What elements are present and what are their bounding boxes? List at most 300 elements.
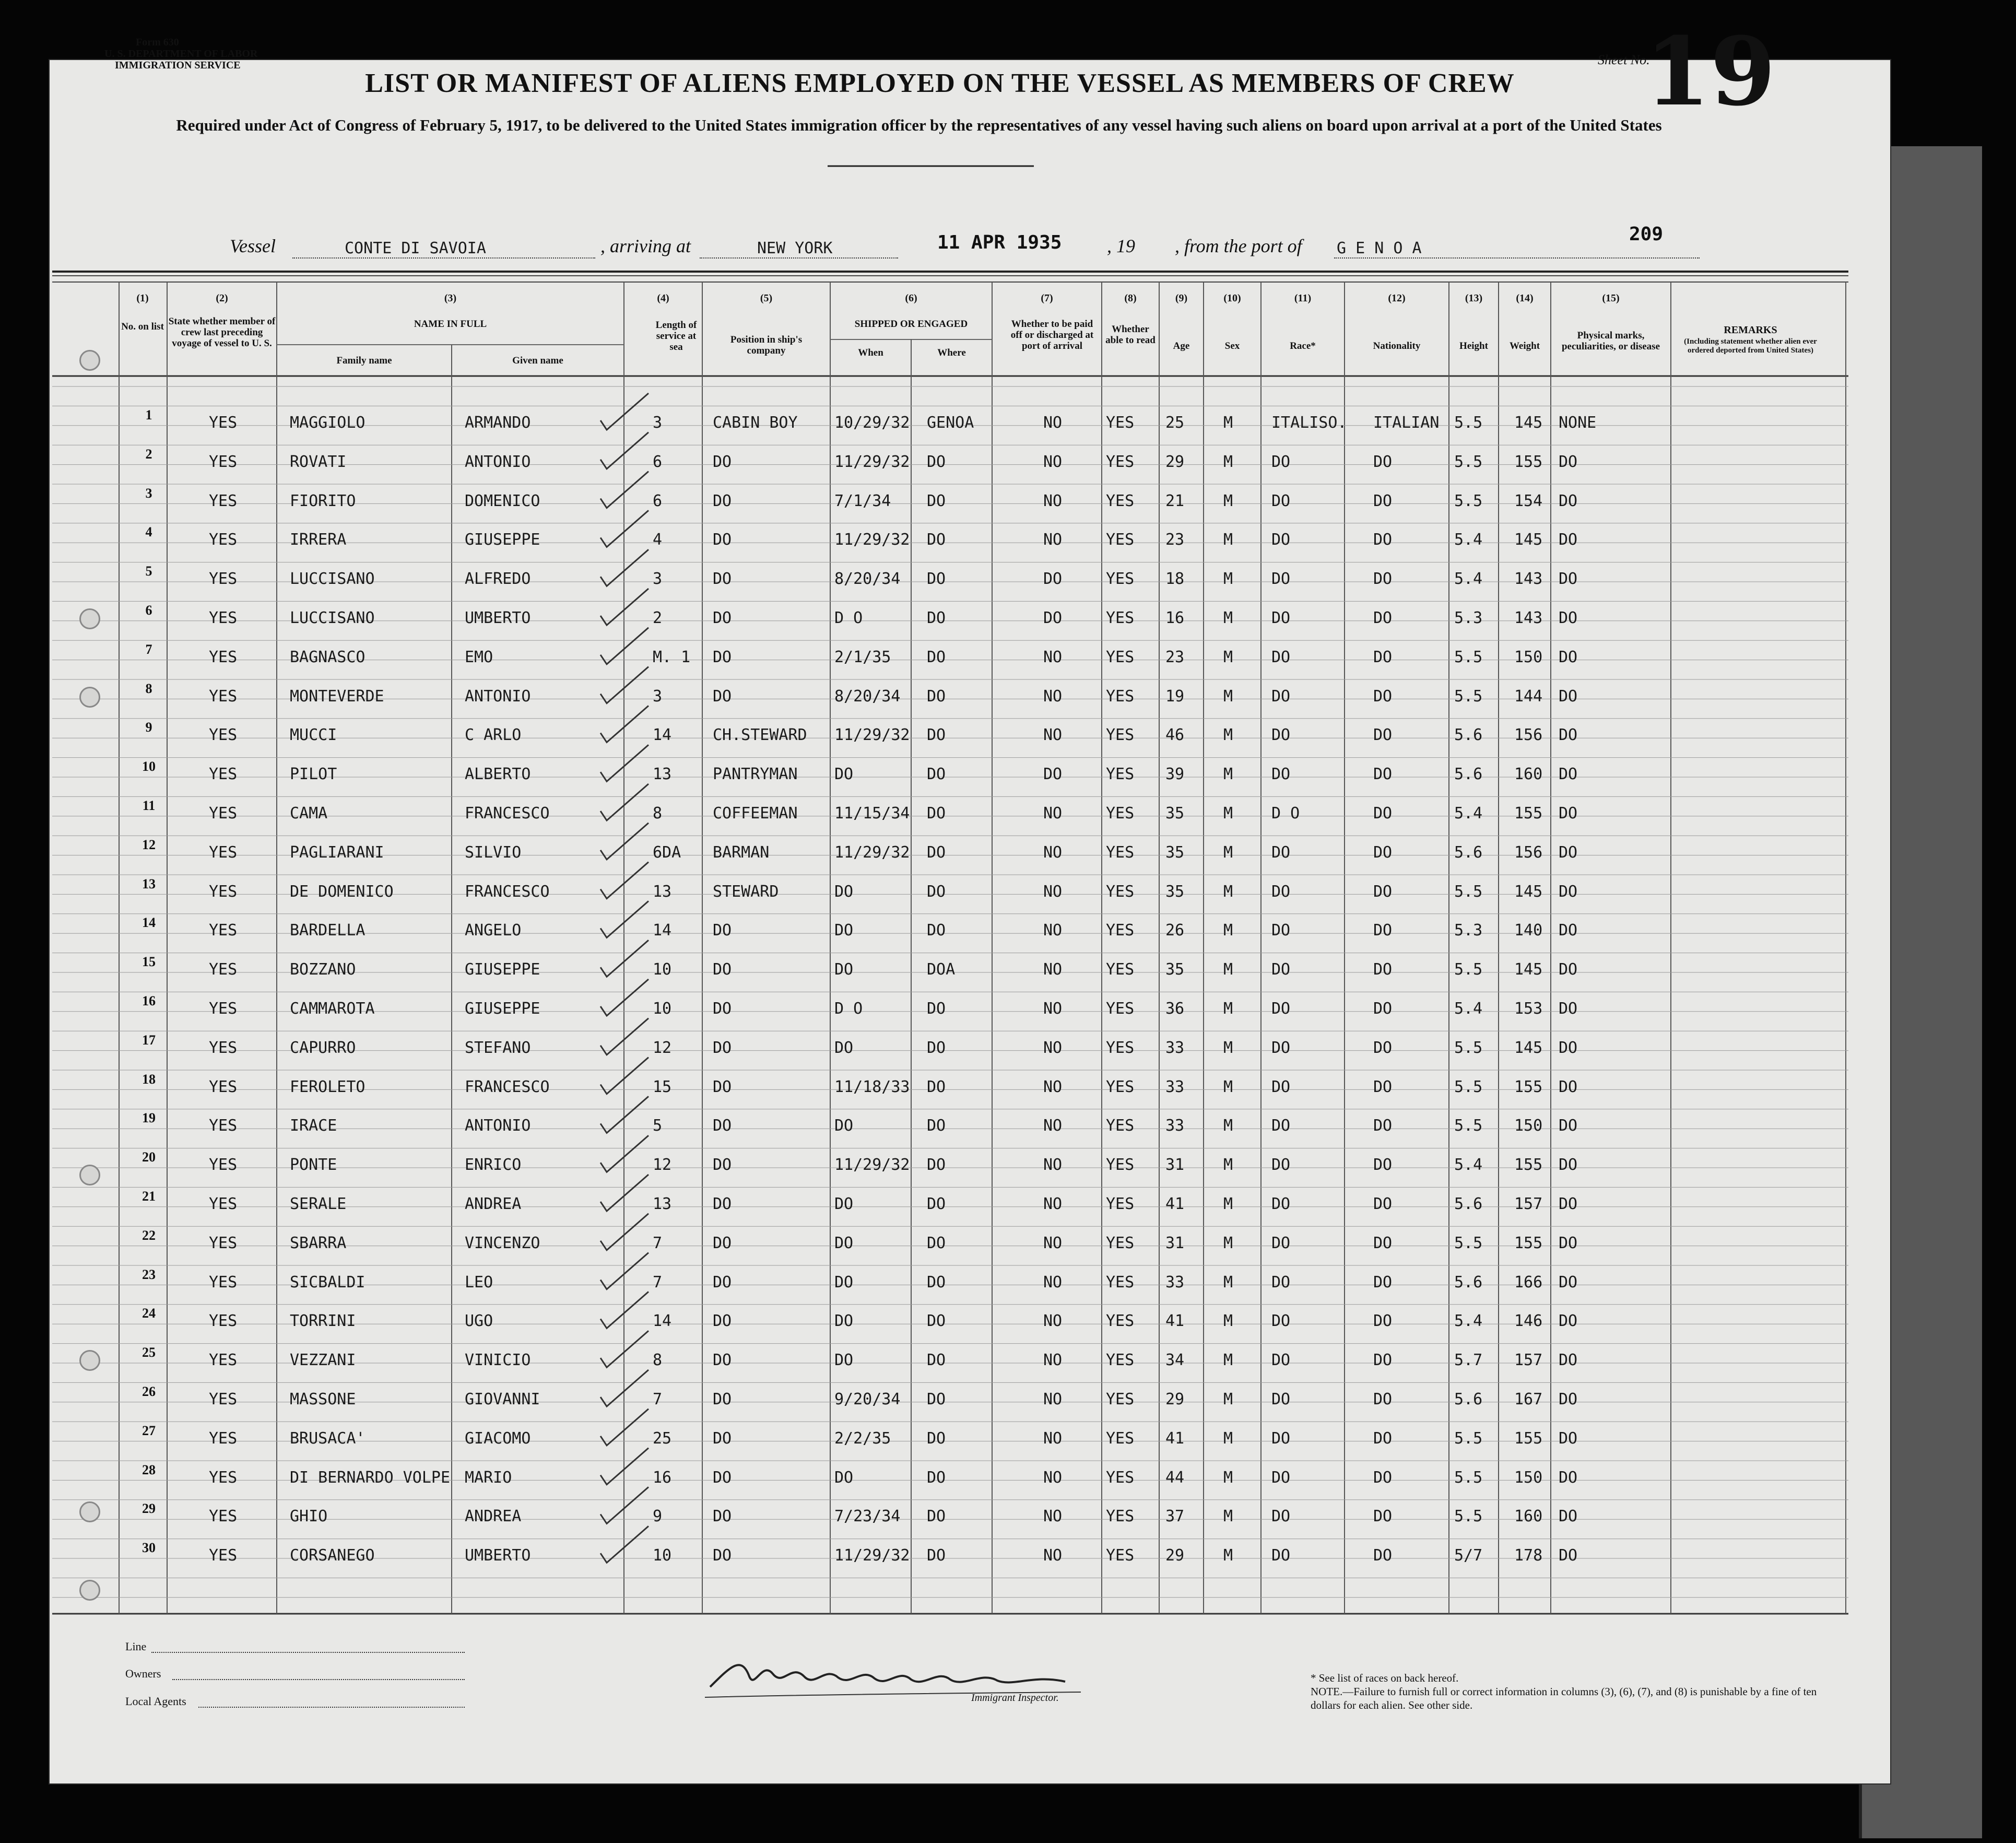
service-length-cell: 25: [653, 1429, 672, 1448]
col9-number: (9): [1175, 292, 1188, 304]
service-length-cell: 7: [653, 1234, 663, 1252]
race-cell: DO: [1271, 1117, 1291, 1135]
row-number: 15: [142, 954, 156, 970]
shipped-when-cell: 11/29/32: [834, 452, 910, 471]
age-cell: 41: [1165, 1312, 1185, 1331]
race-cell: DO: [1271, 531, 1291, 549]
weight-cell: 156: [1514, 726, 1543, 745]
shipped-where-cell: DO: [927, 1156, 946, 1175]
age-cell: 18: [1165, 570, 1185, 589]
paid-off-cell: NO: [1043, 804, 1063, 823]
height-cell: 5.6: [1454, 1390, 1483, 1408]
punch-hole: [79, 1580, 100, 1601]
service-length-cell: 4: [653, 531, 663, 549]
able-to-read-cell: YES: [1106, 1312, 1135, 1331]
shipped-where-cell: DO: [927, 452, 946, 471]
shipped-where-cell: DO: [927, 1117, 946, 1135]
height-cell: 5.5: [1454, 1507, 1483, 1526]
paid-off-cell: NO: [1043, 1468, 1063, 1487]
prev-voyage-cell: YES: [209, 687, 238, 706]
family-name-cell: CORSANEGO: [290, 1546, 375, 1565]
position-cell: DO: [713, 960, 732, 979]
able-to-read-cell: YES: [1106, 1546, 1135, 1565]
weight-cell: 160: [1514, 1507, 1543, 1526]
weight-cell: 143: [1514, 570, 1543, 589]
service-length-cell: 3: [653, 414, 663, 432]
able-to-read-cell: YES: [1106, 960, 1135, 979]
family-name-cell: SBARRA: [290, 1234, 347, 1252]
col14-number: (14): [1516, 292, 1534, 304]
able-to-read-cell: YES: [1106, 804, 1135, 823]
paid-off-cell: DO: [1043, 765, 1063, 784]
col8-header: Whether able to read: [1105, 324, 1156, 346]
height-cell: 5.4: [1454, 804, 1483, 823]
able-to-read-cell: YES: [1106, 765, 1135, 784]
family-name-cell: LUCCISANO: [290, 570, 375, 589]
page-subtitle: Required under Act of Congress of February 5, 1917, to be delivered to the United States immigration officer by the representatives of any vessel having such aliens on board upon arrival at a port of the United States: [176, 116, 1662, 134]
race-cell: DO: [1271, 1507, 1291, 1526]
row-number: 7: [145, 641, 152, 657]
row-number: 27: [142, 1423, 156, 1438]
prev-voyage-cell: YES: [209, 765, 238, 784]
height-cell: 5.4: [1454, 531, 1483, 549]
col11-header: Race*: [1290, 341, 1316, 351]
sex-cell: M: [1223, 843, 1233, 862]
shipped-where-cell: DO: [927, 609, 946, 627]
paid-off-cell: NO: [1043, 1077, 1063, 1096]
age-cell: 35: [1165, 882, 1185, 901]
given-name-cell: FRANCESCO: [465, 1077, 550, 1096]
service-length-cell: 12: [653, 1156, 672, 1175]
paid-off-cell: NO: [1043, 921, 1063, 940]
nationality-cell: DO: [1373, 1390, 1393, 1408]
line-field: [151, 1651, 465, 1653]
nationality-cell: DO: [1373, 531, 1393, 549]
shipped-where-cell: DO: [927, 1468, 946, 1487]
family-name-cell: MONTEVERDE: [290, 687, 384, 706]
physical-marks-cell: DO: [1559, 570, 1578, 589]
col1-header: No. on list: [121, 321, 164, 332]
shipped-when-cell: 7/1/34: [834, 491, 891, 510]
sex-cell: M: [1223, 726, 1233, 745]
weight-cell: 143: [1514, 609, 1543, 627]
family-name-cell: IRRERA: [290, 531, 347, 549]
shipped-where-cell: DO: [927, 648, 946, 666]
position-cell: DO: [713, 452, 732, 471]
nationality-cell: DO: [1373, 921, 1393, 940]
row-number: 1: [145, 407, 152, 422]
shipped-where-cell: DO: [927, 531, 946, 549]
prev-voyage-cell: YES: [209, 1156, 238, 1175]
col10-number: (10): [1223, 292, 1241, 304]
sex-cell: M: [1223, 1195, 1233, 1213]
age-cell: 35: [1165, 960, 1185, 979]
sex-cell: M: [1223, 1351, 1233, 1370]
vessel-name: CONTE DI SAVOIA: [345, 239, 486, 257]
family-name-cell: VEZZANI: [290, 1351, 356, 1370]
from-port-label: , from the port of: [1175, 236, 1302, 256]
height-cell: 5.5: [1454, 648, 1483, 666]
prev-voyage-cell: YES: [209, 1507, 238, 1526]
sex-cell: M: [1223, 491, 1233, 510]
race-cell: DO: [1271, 726, 1291, 745]
age-cell: 16: [1165, 609, 1185, 627]
prev-voyage-cell: YES: [209, 531, 238, 549]
nationality-cell: DO: [1373, 1546, 1393, 1565]
physical-marks-cell: DO: [1559, 1077, 1578, 1096]
vessel-label: Vessel: [230, 236, 276, 256]
year-label: , 19: [1107, 236, 1135, 256]
footnote-races: * See list of races on back hereof.: [1311, 1672, 1459, 1684]
prev-voyage-cell: YES: [209, 921, 238, 940]
position-cell: DO: [713, 1195, 732, 1213]
position-cell: DO: [713, 1351, 732, 1370]
shipped-where-cell: DO: [927, 1507, 946, 1526]
service-length-cell: 10: [653, 1000, 672, 1018]
shipped-where-cell: DO: [927, 1077, 946, 1096]
owners-field: [172, 1678, 465, 1680]
shipped-where-cell: DO: [927, 1038, 946, 1057]
position-cell: DO: [713, 1390, 732, 1408]
punch-hole: [79, 1501, 100, 1522]
sex-cell: M: [1223, 1507, 1233, 1526]
shipped-when-cell: 11/29/32: [834, 531, 910, 549]
able-to-read-cell: YES: [1106, 531, 1135, 549]
nationality-cell: ITALIAN: [1373, 414, 1440, 432]
height-cell: 5.7: [1454, 1351, 1483, 1370]
paid-off-cell: NO: [1043, 687, 1063, 706]
prev-voyage-cell: YES: [209, 452, 238, 471]
height-cell: 5.5: [1454, 491, 1483, 510]
paid-off-cell: NO: [1043, 1312, 1063, 1331]
race-cell: DO: [1271, 609, 1291, 627]
shipped-when-cell: DO: [834, 960, 854, 979]
sex-cell: M: [1223, 1273, 1233, 1292]
physical-marks-cell: DO: [1559, 1390, 1578, 1408]
given-name-cell: ANTONIO: [465, 687, 531, 706]
family-name-cell: MUCCI: [290, 726, 337, 745]
nationality-cell: DO: [1373, 1156, 1393, 1175]
nationality-cell: DO: [1373, 1038, 1393, 1057]
prev-voyage-cell: YES: [209, 1429, 238, 1448]
position-cell: DO: [713, 1156, 732, 1175]
position-cell: DO: [713, 1117, 732, 1135]
given-name-cell: C ARLO: [465, 726, 522, 745]
prev-voyage-cell: YES: [209, 843, 238, 862]
sex-cell: M: [1223, 765, 1233, 784]
punch-hole: [79, 350, 100, 371]
row-number: 11: [142, 798, 156, 813]
service-length-cell: 6: [653, 452, 663, 471]
shipped-where-cell: DO: [927, 804, 946, 823]
age-cell: 36: [1165, 1000, 1185, 1018]
sex-cell: M: [1223, 648, 1233, 666]
shipped-when-cell: 2/1/35: [834, 648, 891, 666]
row-number: 3: [145, 485, 152, 501]
weight-cell: 150: [1514, 1468, 1543, 1487]
sex-cell: M: [1223, 609, 1233, 627]
col11-number: (11): [1294, 292, 1312, 304]
height-cell: 5.5: [1454, 1468, 1483, 1487]
weight-cell: 144: [1514, 687, 1543, 706]
able-to-read-cell: YES: [1106, 882, 1135, 901]
paid-off-cell: DO: [1043, 570, 1063, 589]
able-to-read-cell: YES: [1106, 609, 1135, 627]
physical-marks-cell: DO: [1559, 960, 1578, 979]
arrival-port: NEW YORK: [757, 239, 833, 257]
shipped-where-cell: DOA: [927, 960, 956, 979]
race-cell: DO: [1271, 1351, 1291, 1370]
shipped-when-cell: DO: [834, 1038, 854, 1057]
nationality-cell: DO: [1373, 1468, 1393, 1487]
nationality-cell: DO: [1373, 1000, 1393, 1018]
position-cell: CH.STEWARD: [713, 726, 807, 745]
height-cell: 5.5: [1454, 1117, 1483, 1135]
position-cell: DO: [713, 1273, 732, 1292]
service-length-cell: 12: [653, 1038, 672, 1057]
given-name-cell: ANTONIO: [465, 452, 531, 471]
physical-marks-cell: DO: [1559, 1507, 1578, 1526]
family-name-cell: DI BERNARDO VOLPE: [290, 1468, 451, 1487]
position-cell: DO: [713, 687, 732, 706]
weight-cell: 145: [1514, 1038, 1543, 1057]
service-length-cell: 6: [653, 491, 663, 510]
able-to-read-cell: YES: [1106, 452, 1135, 471]
given-name-cell: ENRICO: [465, 1156, 522, 1175]
race-cell: DO: [1271, 1077, 1291, 1096]
able-to-read-cell: YES: [1106, 1117, 1135, 1135]
service-length-cell: 16: [653, 1468, 672, 1487]
prev-voyage-cell: YES: [209, 1390, 238, 1408]
position-cell: DO: [713, 1429, 732, 1448]
shipped-when-cell: DO: [834, 1195, 854, 1213]
able-to-read-cell: YES: [1106, 414, 1135, 432]
service-length-cell: 15: [653, 1077, 672, 1096]
service-length-cell: 10: [653, 960, 672, 979]
physical-marks-cell: DO: [1559, 1195, 1578, 1213]
physical-marks-cell: DO: [1559, 804, 1578, 823]
race-cell: DO: [1271, 1390, 1291, 1408]
position-cell: DO: [713, 1312, 732, 1331]
race-cell: ITALISO.: [1271, 414, 1347, 432]
able-to-read-cell: YES: [1106, 1429, 1135, 1448]
weight-cell: 155: [1514, 804, 1543, 823]
paid-off-cell: DO: [1043, 609, 1063, 627]
race-cell: DO: [1271, 1546, 1291, 1565]
position-cell: DO: [713, 1468, 732, 1487]
shipped-when-cell: DO: [834, 1468, 854, 1487]
age-cell: 19: [1165, 687, 1185, 706]
sex-cell: M: [1223, 804, 1233, 823]
height-cell: 5.4: [1454, 570, 1483, 589]
family-name-cell: BOZZANO: [290, 960, 356, 979]
service-length-cell: 13: [653, 765, 672, 784]
col13-header: Height: [1459, 341, 1488, 351]
age-cell: 35: [1165, 843, 1185, 862]
weight-cell: 150: [1514, 1117, 1543, 1135]
sheet-number: 19: [1645, 17, 1776, 127]
age-cell: 41: [1165, 1429, 1185, 1448]
paid-off-cell: NO: [1043, 1117, 1063, 1135]
age-cell: 23: [1165, 531, 1185, 549]
row-number: 17: [142, 1032, 156, 1048]
given-name-cell: EMO: [465, 648, 493, 666]
shipped-when-cell: 8/20/34: [834, 687, 901, 706]
family-name-header: Family name: [336, 355, 392, 366]
given-name-cell: LEO: [465, 1273, 493, 1292]
position-cell: STEWARD: [713, 882, 779, 901]
prev-voyage-cell: YES: [209, 1351, 238, 1370]
col5-header: Position in ship's company: [730, 334, 803, 356]
row-number: 5: [145, 564, 152, 579]
nationality-cell: DO: [1373, 1117, 1393, 1135]
owners-label: Owners: [125, 1667, 161, 1680]
given-name-cell: FRANCESCO: [465, 804, 550, 823]
shipped-when-cell: D O: [834, 1000, 863, 1018]
age-cell: 39: [1165, 765, 1185, 784]
given-name-cell: ANDREA: [465, 1507, 522, 1526]
prev-voyage-cell: YES: [209, 609, 238, 627]
remarks-subheader: (Including statement whether alien ever ordered deported from United States): [1684, 337, 1817, 355]
given-name-cell: GIACOMO: [465, 1429, 531, 1448]
row-number: 25: [142, 1345, 156, 1360]
age-cell: 31: [1165, 1156, 1185, 1175]
able-to-read-cell: YES: [1106, 1273, 1135, 1292]
weight-cell: 178: [1514, 1546, 1543, 1565]
given-name-cell: VINCENZO: [465, 1234, 540, 1252]
paid-off-cell: NO: [1043, 531, 1063, 549]
height-cell: 5.5: [1454, 1077, 1483, 1096]
nationality-cell: DO: [1373, 960, 1393, 979]
row-number: 24: [142, 1306, 156, 1321]
shipped-when-cell: 9/20/34: [834, 1390, 901, 1408]
position-cell: DO: [713, 531, 732, 549]
row-number: 6: [145, 603, 152, 618]
given-name-cell: GIUSEPPE: [465, 531, 540, 549]
prev-voyage-cell: YES: [209, 1468, 238, 1487]
row-number: 8: [145, 680, 152, 696]
row-number: 21: [142, 1189, 156, 1204]
service-length-cell: 14: [653, 921, 672, 940]
family-name-cell: SERALE: [290, 1195, 347, 1213]
service-length-cell: 3: [653, 570, 663, 589]
physical-marks-cell: DO: [1559, 1429, 1578, 1448]
race-cell: DO: [1271, 1038, 1291, 1057]
able-to-read-cell: YES: [1106, 1468, 1135, 1487]
physical-marks-cell: DO: [1559, 1273, 1578, 1292]
shipped-where-cell: DO: [927, 1546, 946, 1565]
able-to-read-cell: YES: [1106, 687, 1135, 706]
service-length-cell: M. 1: [653, 648, 691, 666]
paid-off-cell: NO: [1043, 414, 1063, 432]
nationality-cell: DO: [1373, 1234, 1393, 1252]
shipped-where-cell: DO: [927, 765, 946, 784]
height-cell: 5.3: [1454, 921, 1483, 940]
sex-cell: M: [1223, 452, 1233, 471]
shipped-when-cell: 10/29/32: [834, 414, 910, 432]
height-cell: 5.5: [1454, 960, 1483, 979]
weight-cell: 145: [1514, 414, 1543, 432]
weight-cell: 153: [1514, 1000, 1543, 1018]
position-cell: DO: [713, 491, 732, 510]
family-name-cell: IRACE: [290, 1117, 337, 1135]
given-name-cell: GIOVANNI: [465, 1390, 540, 1408]
given-name-cell: ALBERTO: [465, 765, 531, 784]
age-cell: 33: [1165, 1273, 1185, 1292]
prev-voyage-cell: YES: [209, 1077, 238, 1096]
race-cell: DO: [1271, 570, 1291, 589]
given-name-cell: DOMENICO: [465, 491, 540, 510]
height-cell: 5.5: [1454, 1038, 1483, 1057]
physical-marks-cell: NONE: [1559, 414, 1597, 432]
given-name-cell: ALFREDO: [465, 570, 531, 589]
row-number: 22: [142, 1227, 156, 1243]
weight-cell: 157: [1514, 1195, 1543, 1213]
weight-cell: 160: [1514, 765, 1543, 784]
height-cell: 5.6: [1454, 1273, 1483, 1292]
service-length-cell: 6DA: [653, 843, 681, 862]
row-number: 30: [142, 1540, 156, 1556]
age-cell: 29: [1165, 1546, 1185, 1565]
able-to-read-cell: YES: [1106, 1000, 1135, 1018]
col3-number: (3): [444, 292, 457, 304]
physical-marks-cell: DO: [1559, 609, 1578, 627]
punch-hole: [79, 608, 100, 629]
sex-cell: M: [1223, 1546, 1233, 1565]
weight-cell: 155: [1514, 1429, 1543, 1448]
nationality-cell: DO: [1373, 1195, 1393, 1213]
shipped-where-cell: DO: [927, 726, 946, 745]
given-name-cell: GIUSEPPE: [465, 1000, 540, 1018]
nationality-cell: DO: [1373, 491, 1393, 510]
sex-cell: M: [1223, 1468, 1233, 1487]
race-cell: DO: [1271, 765, 1291, 784]
shipped-when-cell: 11/29/32: [834, 1156, 910, 1175]
shipped-when-header: When: [858, 347, 883, 358]
given-name-cell: SILVIO: [465, 843, 522, 862]
family-name-cell: BARDELLA: [290, 921, 366, 940]
physical-marks-cell: DO: [1559, 1234, 1578, 1252]
position-cell: DO: [713, 1077, 732, 1096]
nationality-cell: DO: [1373, 1312, 1393, 1331]
family-name-cell: ROVATI: [290, 452, 347, 471]
given-name-cell: ANDREA: [465, 1195, 522, 1213]
race-cell: DO: [1271, 843, 1291, 862]
service-length-cell: 7: [653, 1273, 663, 1292]
arriving-label: , arriving at: [600, 236, 691, 256]
race-cell: DO: [1271, 1195, 1291, 1213]
col9-header: Age: [1173, 341, 1190, 351]
col3-header: NAME IN FULL: [414, 319, 487, 330]
form-header: [104, 37, 257, 71]
height-cell: 5.6: [1454, 1195, 1483, 1213]
paid-off-cell: NO: [1043, 843, 1063, 862]
shipped-where-cell: DO: [927, 1429, 946, 1448]
service-length-cell: 13: [653, 882, 672, 901]
prev-voyage-cell: YES: [209, 1312, 238, 1331]
race-cell: DO: [1271, 1156, 1291, 1175]
race-cell: DO: [1271, 1000, 1291, 1018]
able-to-read-cell: YES: [1106, 921, 1135, 940]
weight-cell: 156: [1514, 843, 1543, 862]
weight-cell: 150: [1514, 648, 1543, 666]
height-cell: 5.5: [1454, 882, 1483, 901]
physical-marks-cell: DO: [1559, 1117, 1578, 1135]
age-cell: 33: [1165, 1077, 1185, 1096]
sheet-number-label: Sheet No.: [1598, 52, 1650, 67]
sex-cell: M: [1223, 1038, 1233, 1057]
position-cell: COFFEEMAN: [713, 804, 798, 823]
